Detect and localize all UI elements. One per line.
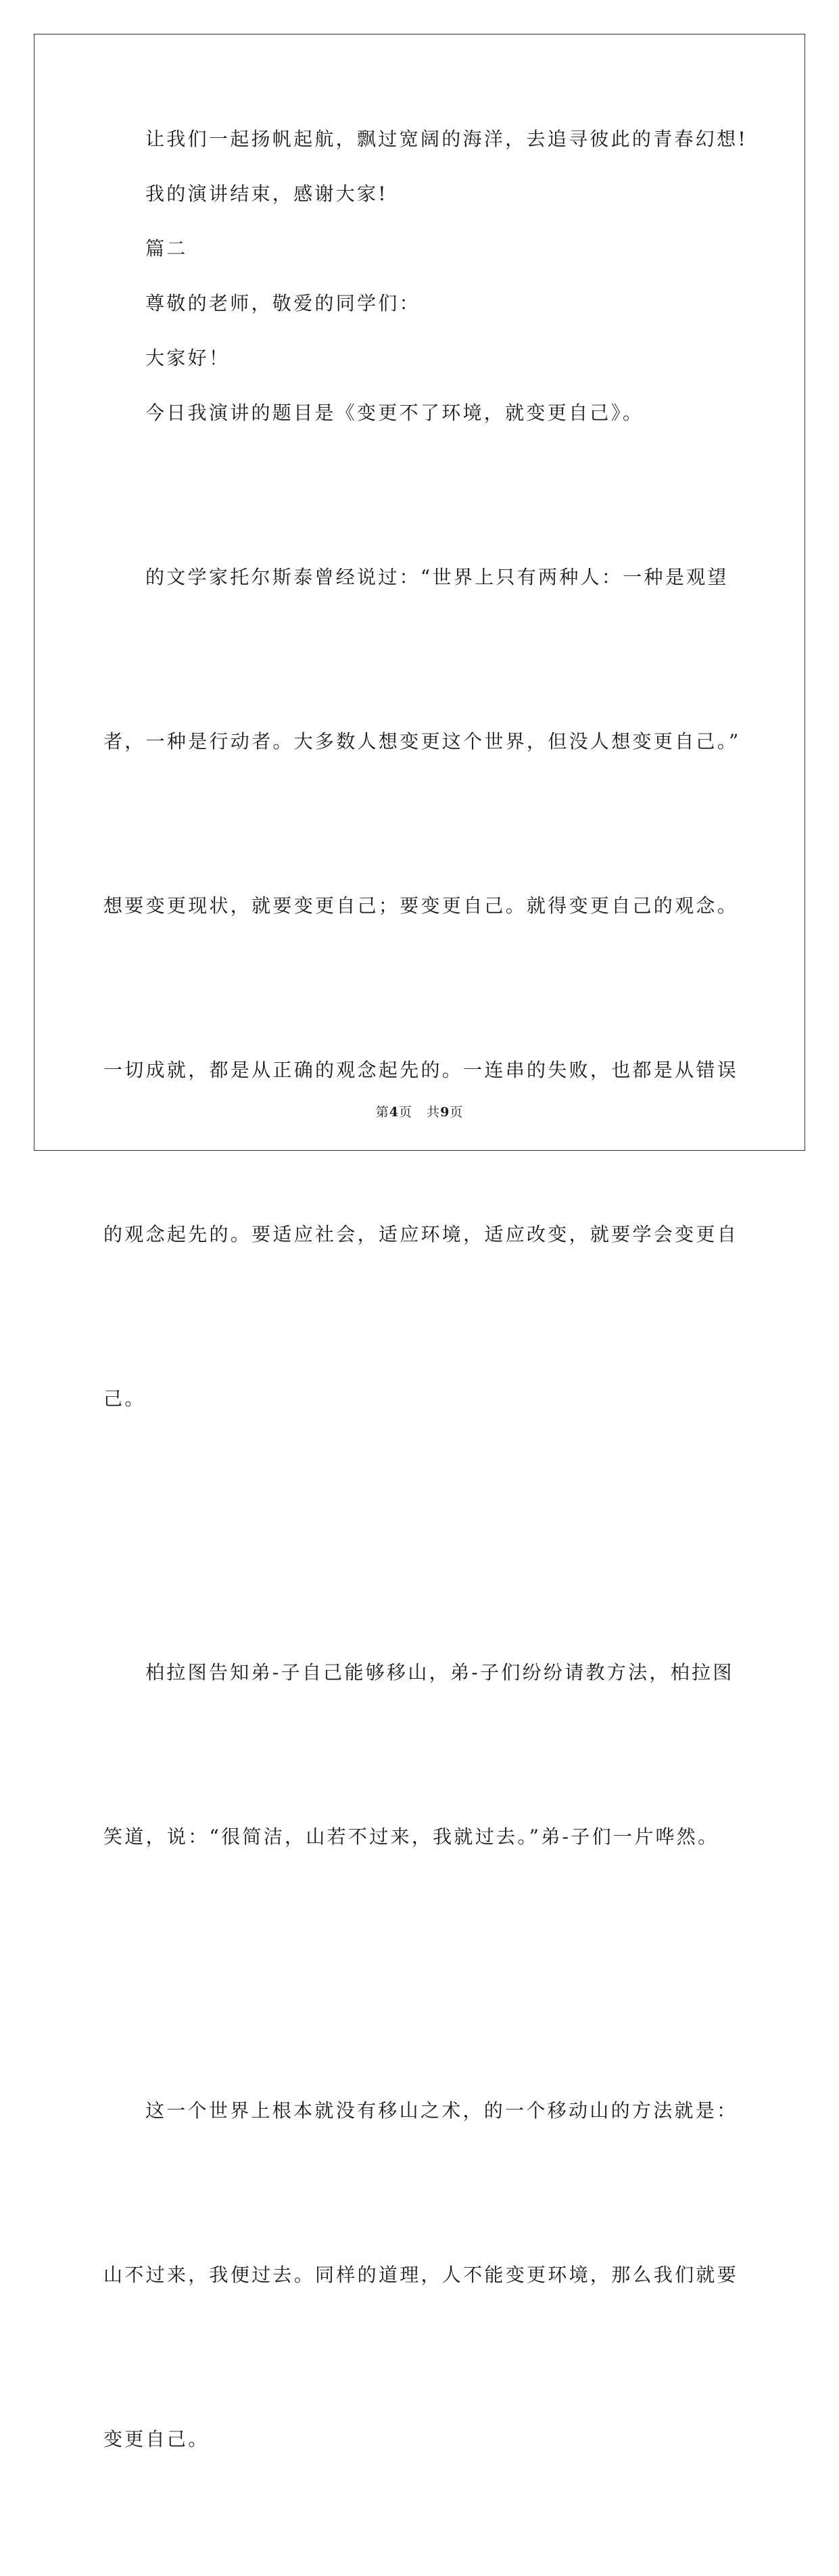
document-body bbox=[103, 112, 748, 2576]
page-footer bbox=[0, 1102, 839, 1120]
paragraph-plato bbox=[103, 1535, 739, 1974]
text-line: 的观念起先的。要适应社会，适应环境，适应改变，就要学会变更自 bbox=[103, 1223, 739, 1245]
text-line: 尊敬的老师，敬爱的同学们： bbox=[145, 292, 421, 314]
salutation bbox=[103, 276, 739, 331]
section-heading bbox=[103, 221, 739, 276]
footer-suffix: 页 bbox=[450, 1105, 464, 1120]
text-line: 让我们一起扬帆起航，飘过宽阔的海洋，去追寻彼此的青春幻想! bbox=[145, 128, 748, 150]
text-line: 一切成就，都是从正确的观念起先的。一连串的失败，也都是从错误 bbox=[103, 1059, 739, 1081]
text-line: 者，一种是行动者。大多数人想变更这个世界，但没人想变更自己。” bbox=[103, 730, 741, 753]
text-line: 山不过来，我便过去。同样的道理，人不能变更环境，那么我们就要 bbox=[103, 2264, 739, 2286]
paragraph-mountain bbox=[103, 1974, 739, 2576]
footer-middle: 页 共 bbox=[398, 1105, 441, 1120]
text-line: 我的演讲结束，感谢大家! bbox=[145, 183, 388, 205]
paragraph-2 bbox=[103, 166, 739, 221]
text-line: 变更自己。 bbox=[103, 2428, 210, 2450]
current-page-number: 4 bbox=[389, 1105, 399, 1120]
text-line: 今日我演讲的题目是《变更不了环境，就变更自己》。 bbox=[145, 402, 644, 424]
text-line: 大家好！ bbox=[145, 347, 231, 369]
speech-topic bbox=[103, 385, 739, 440]
text-line: 柏拉图告知弟-子自己能够移山，弟-子们纷纷请教方法，柏拉图 bbox=[145, 1661, 734, 1684]
text-line: 想要变更现状，就要变更自己；要变更自己。就得变更自己的观念。 bbox=[103, 895, 739, 917]
footer-prefix: 第 bbox=[375, 1105, 389, 1120]
paragraph-1 bbox=[103, 112, 748, 166]
total-page-number: 9 bbox=[440, 1105, 450, 1120]
text-line: 的文学家托尔斯泰曾经说过：“世界上只有两种人：一种是观望 bbox=[145, 566, 729, 588]
text-line: 己。 bbox=[103, 1387, 146, 1410]
text-line: 笑道，说：“很简洁，山若不过来，我就过去。”弟-子们一片哗然。 bbox=[103, 1826, 719, 1848]
greeting bbox=[103, 331, 739, 385]
text-line: 这一个世界上根本就没有移山之术，的一个移动山的方法就是： bbox=[145, 2099, 738, 2122]
paragraph-tolstoy bbox=[103, 440, 739, 1535]
text-line: 篇二 bbox=[145, 237, 188, 260]
